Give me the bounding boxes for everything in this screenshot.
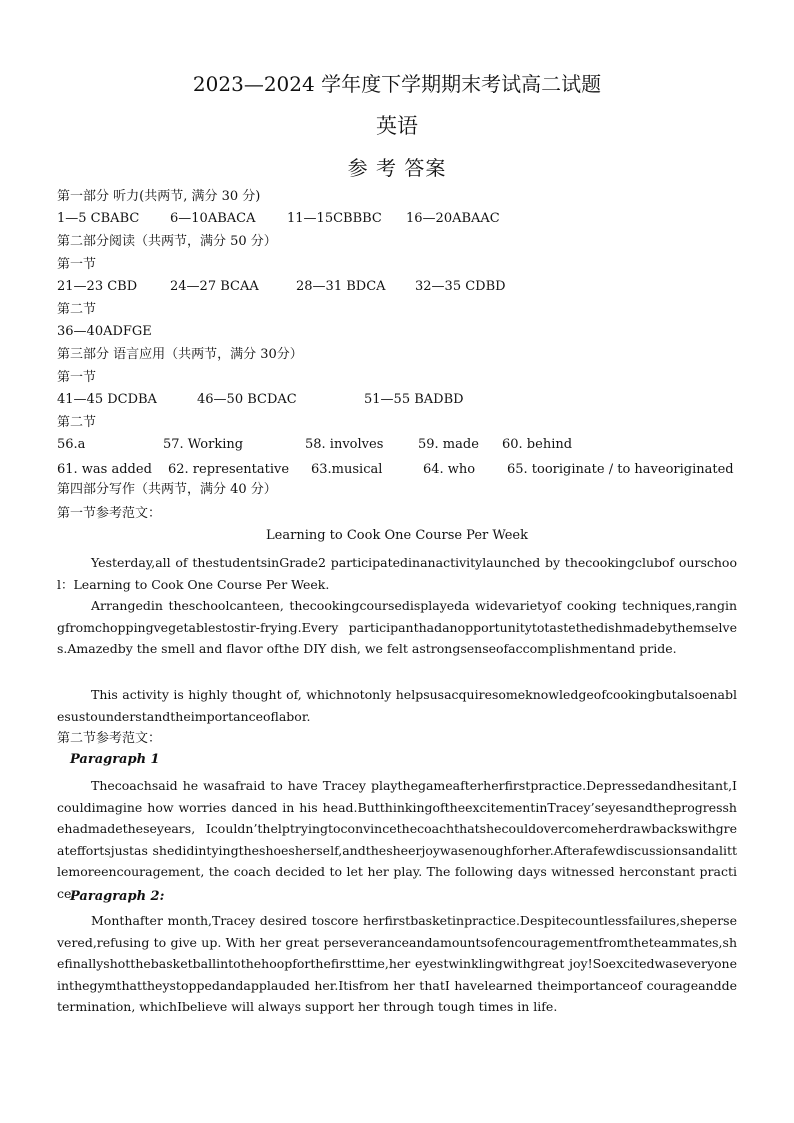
answer-group: 36—40ADFGE — [57, 324, 152, 339]
essay-paragraph — [57, 910, 737, 1018]
fill-answer: 62. representative — [168, 462, 290, 477]
essay-title: Learning to Cook One Course Per Week — [266, 528, 528, 543]
part1-heading: 第一部分 听力(共两节, 满分 30 分) — [57, 189, 261, 204]
subject-title: 英语 — [376, 114, 418, 138]
essay-paragraph-text: Yesterday,all of thestudentsinGrade2 participatedinanactivitylaunched by thecookingclubof ourschool：Learning to Cook One Course Per Week. — [57, 555, 737, 592]
essay-paragraph — [57, 595, 737, 660]
answer-group: 24—27 BCAA — [170, 279, 259, 294]
paragraph-label: Paragraph 1 — [70, 752, 160, 767]
answer-group: 21—23 CBD — [57, 279, 138, 294]
answer-group: 51—55 BADBD — [364, 392, 464, 407]
part3-heading: 第三部分 语言应用（共两节，满分 30分） — [57, 347, 303, 362]
essay-paragraph-text: Thecoachsaid he wasafraid to have Tracey playthegameafterherfirstpractice.Depressedandhesitant,Icouldimagine how worries danced in his head.ButthinkingoftheexcitementinTracey’seyesandtheprogresshehadmadetheseyears, Icouldn’thelptryingtoconvincethecoachthatshecouldovercomeherdrawbackswithgreateffortsjustas shedidintyingtheshoesherself,andthesheerjoywasenoughforher.Afterafewdiscussionsandalittlemoreencouragement, the coach decided to let her play. The following days witnessed herconstant practice. — [57, 778, 737, 901]
essay-paragraph — [57, 775, 737, 904]
fill-answer: 65. tooriginate / to haveoriginated — [507, 462, 734, 477]
answer-group: 11—15CBBBC — [287, 211, 382, 226]
section-label: 第二节 — [57, 415, 97, 430]
essay-paragraph — [57, 552, 737, 595]
answer-key-title: 参 考 答案 — [347, 156, 447, 180]
fill-answer: 61. was added — [57, 462, 152, 477]
fill-answer: 60. behind — [502, 437, 573, 452]
fill-answer: 63.musical — [311, 462, 383, 477]
section-label: 第一节 — [57, 370, 97, 385]
fill-answer: 56.a — [57, 437, 86, 452]
part2-heading: 第二部分阅读（共两节，满分 50 分） — [57, 234, 277, 249]
paragraph-label: Paragraph 2: — [70, 889, 165, 904]
answer-group: 16—20ABAAC — [406, 211, 500, 226]
answer-group: 28—31 BDCA — [296, 279, 386, 294]
section-label: 第二节参考范文： — [57, 731, 162, 746]
answer-group: 6—10ABACA — [170, 211, 256, 226]
answer-group: 41—45 DCDBA — [57, 392, 157, 407]
essay-paragraph — [57, 684, 737, 727]
section-label: 第一节参考范文： — [57, 506, 162, 521]
fill-answer: 58. involves — [305, 437, 384, 452]
fill-answer: 57. Working — [163, 437, 244, 452]
part4-heading: 第四部分写作（共两节，满分 40 分） — [57, 482, 277, 497]
essay-paragraph-text: Monthafter month,Tracey desired toscore herfirstbasketinpractice.Despitecountlessfailures,shepersevered,refusing to give up. With her great perseveranceandamountsofencouragementfromtheteammates,shefinallyshotthebasketballintothehoopforthefirsttime,her eyestwinklingwithgreat joy!Soexcitedwaseveryoneinthegymthattheystoppedandapplauded her.Itisfrom her thatI havelearned theimportanceof courageanddetermination, whichIbelieve will always support her through tough times in life. — [57, 913, 737, 1014]
section-label: 第二节 — [57, 302, 97, 317]
exam-title: 2023—2024 学年度下学期期末考试高二试题 — [192, 72, 602, 96]
essay-paragraph-text: This activity is highly thought of, whichnotonly helpsusacquiresomeknowledgeofcookingbutalsoenablesustounderstandtheimportanceoflabor. — [57, 687, 737, 724]
essay-paragraph-text: Arrangedin theschoolcanteen, thecookingcoursedisplayeda widevarietyof cooking techniques,rangingfromchoppingvegetablestostir-frying.Every participanthadanopportunitytotastethedishmadebythemselves.Amazedby the smell and flavor ofthe DIY dish, we felt astrongsenseofaccomplishmentand pride. — [57, 598, 737, 656]
section-label: 第一节 — [57, 257, 97, 272]
answer-group: 32—35 CDBD — [415, 279, 506, 294]
answer-group: 46—50 BCDAC — [197, 392, 297, 407]
fill-answer: 59. made — [418, 437, 479, 452]
fill-answer: 64. who — [423, 462, 476, 477]
answer-group: 1—5 CBABC — [57, 211, 140, 226]
